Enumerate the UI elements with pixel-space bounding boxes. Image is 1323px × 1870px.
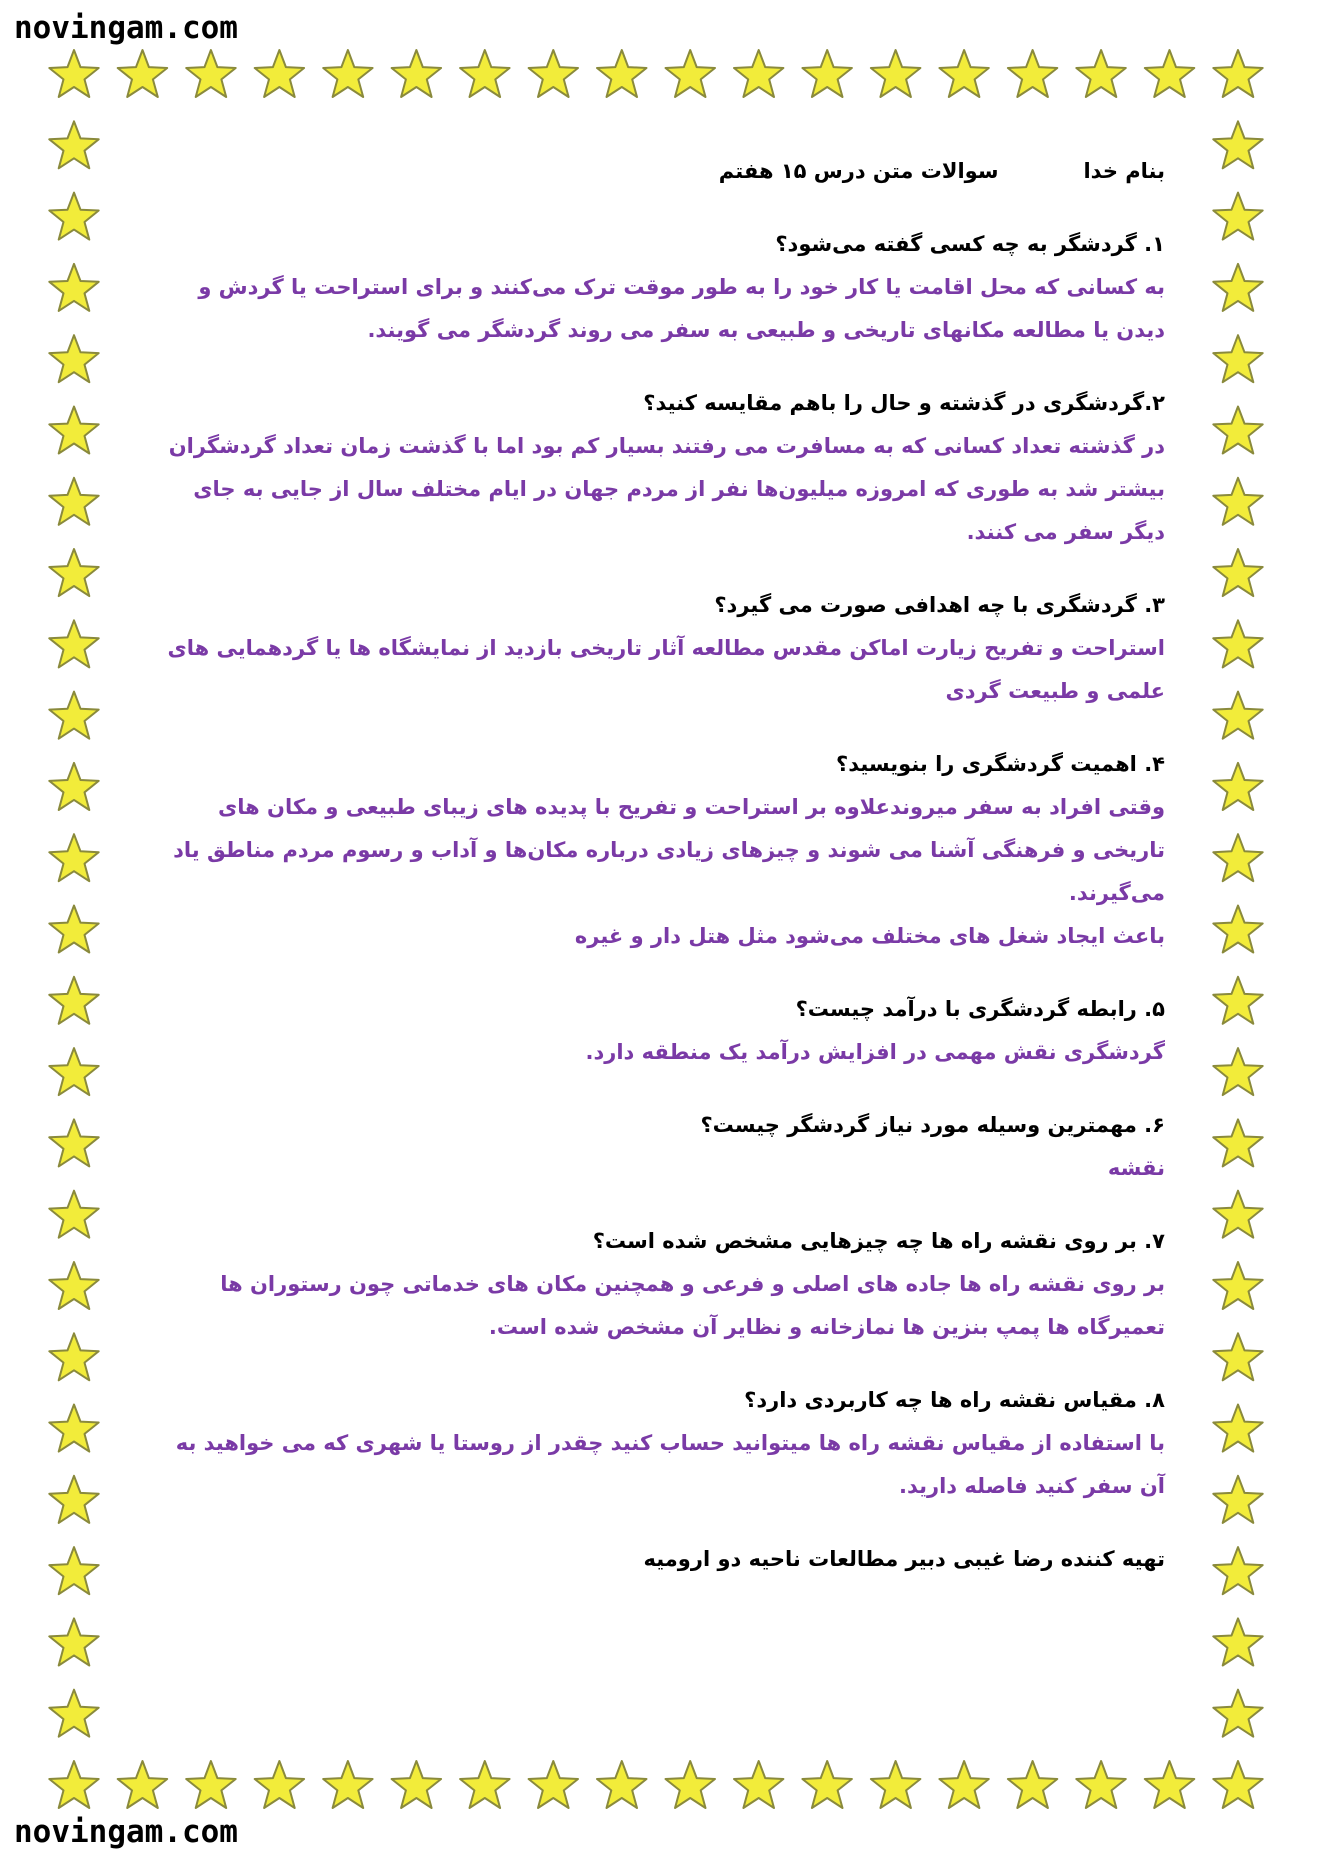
qa-item xyxy=(160,743,1165,958)
qa-item xyxy=(160,1104,1165,1190)
star-icon xyxy=(49,549,98,596)
star-icon xyxy=(939,50,988,97)
star-icon xyxy=(1145,50,1195,97)
star-icon xyxy=(666,50,716,97)
star-icon xyxy=(529,50,578,97)
star-icon xyxy=(49,264,98,311)
answer-line: با استفاده از مقیاس نقشه راه ها میتوانید حساب کنید چقدر از روستا یا شهری که می خواهید به xyxy=(175,1431,1165,1455)
star-icon xyxy=(392,1761,442,1808)
star-icon xyxy=(1213,1119,1262,1166)
star-icon xyxy=(1213,335,1262,382)
star-icon xyxy=(1213,407,1262,454)
question: ۷. بر روی نقشه راه ها چه چیزهایی مشخص شده است؟ xyxy=(592,1229,1165,1253)
watermark-top: novingam.com xyxy=(14,10,238,46)
star-icon xyxy=(1213,1476,1262,1523)
star-icon xyxy=(49,407,98,454)
star-icon xyxy=(1213,692,1262,739)
star-icon xyxy=(1213,977,1262,1024)
star-icon xyxy=(1213,549,1262,596)
star-icon xyxy=(49,478,98,525)
star-icon xyxy=(1213,1618,1262,1665)
star-icon xyxy=(49,121,98,168)
question: ۶. مهمترین وسیله مورد نیاز گردشگر چیست؟ xyxy=(700,1113,1165,1137)
star-icon xyxy=(118,1761,168,1808)
star-icon xyxy=(49,335,98,382)
star-icon xyxy=(1213,763,1262,810)
star-icon xyxy=(871,50,921,97)
star-icon xyxy=(734,50,783,97)
answer-line: آن سفر کنید فاصله دارید. xyxy=(899,1474,1165,1498)
answer-line: به کسانی که محل اقامت یا کار خود را به طور موقت ترک می‌کنند و برای استراحت یا گردش و xyxy=(198,275,1165,299)
star-icon xyxy=(49,692,98,739)
star-icon xyxy=(666,1761,716,1808)
star-icon xyxy=(1213,50,1262,97)
star-icon xyxy=(323,1761,372,1808)
question: ۴. اهمیت گردشگری را بنویسید؟ xyxy=(836,752,1165,776)
star-icon xyxy=(1008,1761,1057,1808)
answer-line: تاریخی و فرهنگی آشنا می شوند و چیزهای زیادی درباره مکان‌ها و آداب و رسوم مردم مناطق یاد xyxy=(173,838,1165,862)
answer-line: در گذشته تعداد کسانی که به مسافرت می رفتند بسیار کم بود اما با گذشت زمان تعداد گردشگران xyxy=(168,434,1165,458)
basmala: بنام خدا xyxy=(1083,159,1165,183)
star-icon xyxy=(939,1761,988,1808)
answer-line: می‌گیرند. xyxy=(1068,881,1165,905)
star-icon xyxy=(49,1119,98,1166)
star-icon xyxy=(323,50,372,97)
qa-item xyxy=(160,584,1165,713)
star-icon xyxy=(1076,50,1126,97)
star-icon xyxy=(1213,1405,1262,1452)
star-icon xyxy=(49,1761,98,1808)
worksheet xyxy=(160,150,1165,1581)
qa-item xyxy=(160,223,1165,352)
answer-line: استراحت و تفریح زیارت اماکن مقدس مطالعه آثار تاریخی بازدید از نمایشگاه ها یا گردهمایی های xyxy=(167,636,1165,660)
star-icon xyxy=(49,906,98,953)
star-icon xyxy=(49,1476,98,1523)
star-icon xyxy=(1213,1761,1262,1808)
star-icon xyxy=(802,1761,852,1808)
star-icon xyxy=(49,1618,98,1665)
star-icon xyxy=(1076,1761,1126,1808)
star-icon xyxy=(529,1761,578,1808)
star-icon xyxy=(1213,834,1262,881)
star-icon xyxy=(255,50,304,97)
answer-line: وقتی افراد به سفر میروندعلاوه بر استراحت و تفریح با پدیده های زیبای طبیعی و مکان های xyxy=(218,795,1165,819)
star-icon xyxy=(1213,121,1262,168)
answer-line: دیگر سفر می کنند. xyxy=(966,520,1165,544)
answer-line: بیشتر شد به طوری که امروزه میلیون‌ها نفر از مردم جهان در ایام مختلف سال از جایی به جای xyxy=(193,477,1165,501)
star-icon xyxy=(49,620,98,667)
star-icon xyxy=(460,50,510,97)
star-icon xyxy=(734,1761,783,1808)
qa-item xyxy=(160,988,1165,1074)
star-icon xyxy=(49,834,98,881)
answer-line: دیدن یا مطالعه مکانهای تاریخی و طبیعی به سفر می روند گردشگر می گویند. xyxy=(367,318,1165,342)
qa-item xyxy=(160,1379,1165,1508)
star-icon xyxy=(49,977,98,1024)
star-icon xyxy=(1213,1262,1262,1309)
question: ۲.گردشگری در گذشته و حال را باهم مقایسه کنید؟ xyxy=(643,391,1165,415)
question: ۳. گردشگری با چه اهدافی صورت می گیرد؟ xyxy=(714,593,1165,617)
question: ۸. مقیاس نقشه راه ها چه کاربردی دارد؟ xyxy=(744,1388,1165,1412)
star-icon xyxy=(49,1405,98,1452)
answer-line: بر روی نقشه راه ها جاده های اصلی و فرعی و همچنین مکان های خدماتی چون رستوران ها xyxy=(220,1272,1165,1296)
star-icon xyxy=(1213,264,1262,311)
star-icon xyxy=(392,50,442,97)
star-icon xyxy=(1213,478,1262,525)
question: ۵. رابطه گردشگری با درآمد چیست؟ xyxy=(795,997,1165,1021)
star-icon xyxy=(1213,1333,1262,1380)
answer-line: علمی و طبیعت گردی xyxy=(945,679,1165,703)
star-icon xyxy=(49,1262,98,1309)
author-credit: تهیه کننده رضا غیبی دبیر مطالعات ناحیه دو ارومیه xyxy=(643,1547,1165,1571)
question-list xyxy=(160,223,1165,1508)
star-icon xyxy=(1213,1048,1262,1095)
star-icon xyxy=(597,1761,647,1808)
star-icon xyxy=(1213,906,1262,953)
star-icon xyxy=(597,50,647,97)
star-icon xyxy=(49,1191,98,1238)
answer-line: باعث ایجاد شغل های مختلف می‌شود مثل هتل دار و غیره xyxy=(574,924,1165,948)
star-icon xyxy=(186,1761,236,1808)
star-icon xyxy=(49,763,98,810)
star-icon xyxy=(49,1048,98,1095)
worksheet-title: سوالات متن درس ۱۵ هفتم xyxy=(718,159,999,183)
star-icon xyxy=(802,50,852,97)
star-icon xyxy=(871,1761,921,1808)
star-icon xyxy=(1213,620,1262,667)
star-icon xyxy=(255,1761,304,1808)
star-icon xyxy=(1213,193,1262,240)
star-icon xyxy=(49,50,98,97)
answer-line: گردشگری نقش مهمی در افزایش درآمد یک منطقه دارد. xyxy=(585,1040,1165,1064)
star-icon xyxy=(186,50,236,97)
star-icon xyxy=(1213,1547,1262,1594)
answer-line: تعمیرگاه ها پمپ بنزین ها نمازخانه و نظایر آن مشخص شده است. xyxy=(488,1315,1165,1339)
qa-item xyxy=(160,1220,1165,1349)
watermark-bottom: novingam.com xyxy=(14,1814,238,1850)
star-icon xyxy=(49,1333,98,1380)
star-icon xyxy=(1213,1191,1262,1238)
worksheet-header xyxy=(160,150,1165,193)
star-icon xyxy=(49,1547,98,1594)
star-icon xyxy=(1213,1690,1262,1737)
star-icon xyxy=(1145,1761,1195,1808)
qa-item xyxy=(160,382,1165,554)
star-icon xyxy=(118,50,168,97)
question: ۱. گردشگر به چه کسی گفته می‌شود؟ xyxy=(775,232,1165,256)
star-icon xyxy=(49,1690,98,1737)
star-icon xyxy=(460,1761,510,1808)
star-icon xyxy=(49,193,98,240)
answer-line: نقشه xyxy=(1107,1156,1165,1180)
star-icon xyxy=(1008,50,1057,97)
